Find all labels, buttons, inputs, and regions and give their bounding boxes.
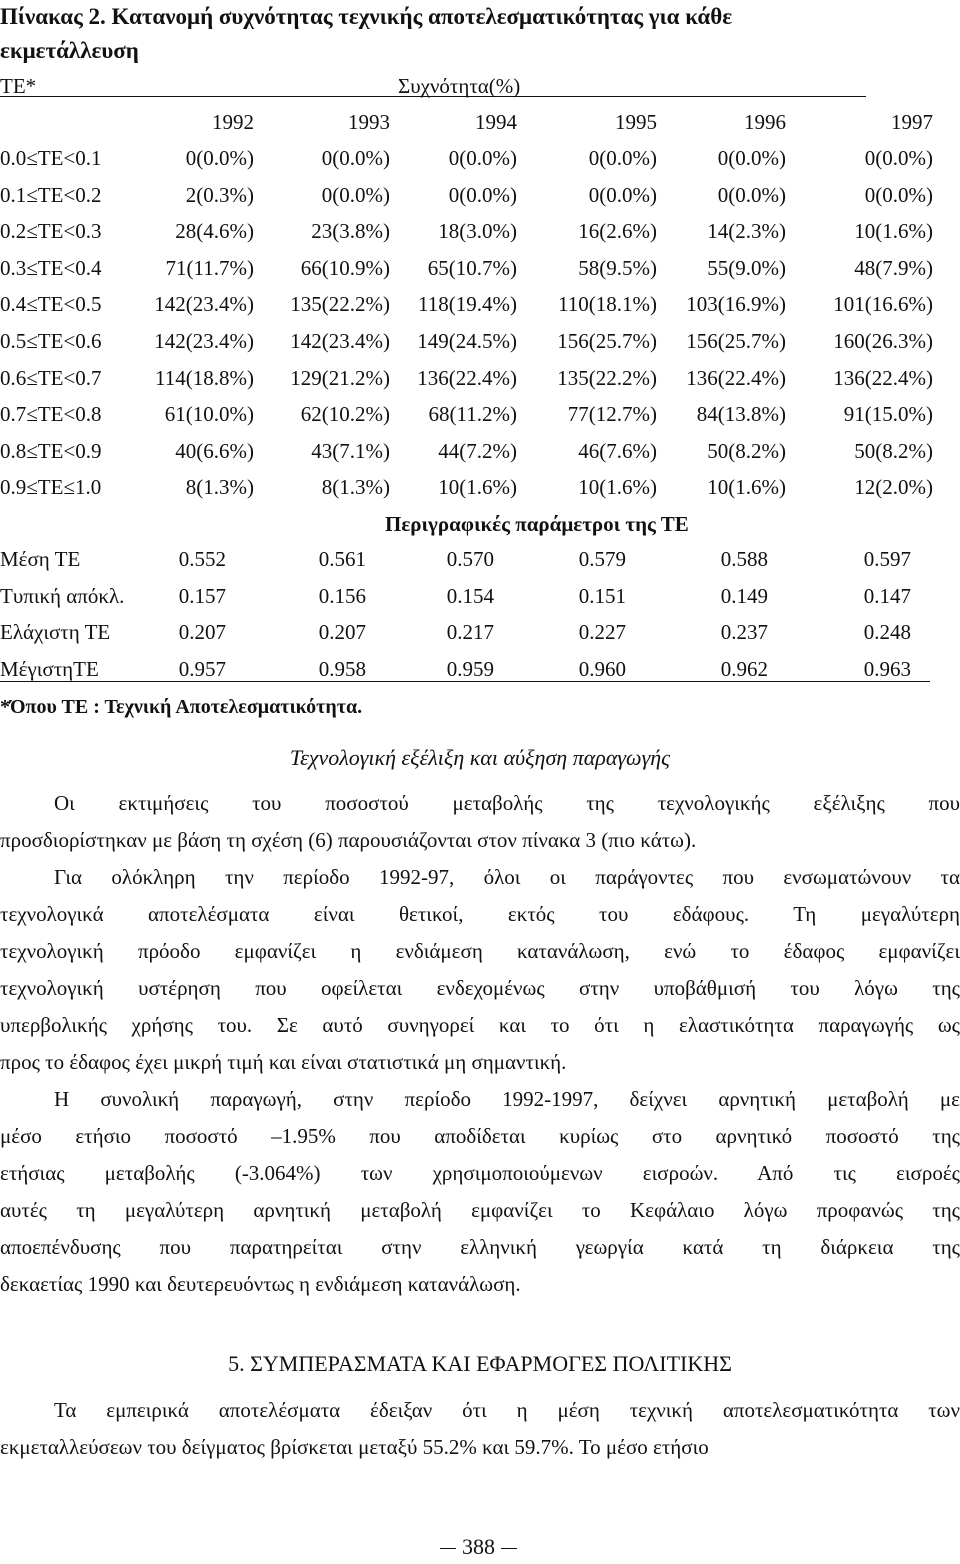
table-cell: 50(8.2%) [707,438,786,463]
year-header: 1994 [475,110,517,134]
row-label: 0.2≤ΤΕ<0.3 [0,219,102,244]
table-cell: 0(0.0%) [717,146,786,170]
stat-cell: 0.156 [318,583,366,608]
stat-cell: 0.149 [720,583,768,608]
row-label: 0.3≤ΤΕ<0.4 [0,255,102,280]
table-cell: 71(11.7%) [165,255,254,280]
table-cell: 149(24.5%) [417,329,517,353]
stat-cell: 0.227 [578,620,626,644]
table-cell: 156(25.7%) [557,329,657,353]
table-cell: 8(1.3%) [321,475,390,500]
row-label: 0.9≤ΤΕ≤1.0 [0,475,102,500]
paragraph-line: δεκαετίας 1990 και δευτερευόντως η ενδιάμεση κατανάλωση. [0,1272,521,1296]
table-cell: 46(7.6%) [578,438,657,463]
table-caption-line-1: Πίνακας 2. Κατανομή συχνότητας τεχνικής αποτελεσματικότητας για κάθε [0,4,733,29]
table-cell: 16(2.6%) [578,219,657,244]
table-cell: 0(0.0%) [321,146,390,170]
stat-cell: 0.157 [178,583,226,608]
stat-label: Μέση ΤΕ [0,547,81,571]
table-cell: 0(0.0%) [864,182,933,207]
table-cell: 0(0.0%) [588,146,657,170]
table-cell: 136(22.4%) [417,365,517,390]
table-cell: 136(22.4%) [686,365,786,390]
table-cell: 129(21.2%) [290,365,390,390]
table-cell: 43(7.1%) [311,438,390,463]
row-label: 0.6≤ΤΕ<0.7 [0,365,102,390]
table-cell: 8(1.3%) [185,475,254,500]
paragraph-line: Για ολόκληρη την περίοδο 1992-97, όλοι οι παράγοντες που ενσωματώνουν τα [54,865,960,889]
table-cell: 68(11.2%) [428,402,517,427]
year-header: 1997 [891,110,933,134]
stat-cell: 0.552 [178,547,226,571]
table-bottom-rule [0,681,930,682]
stat-cell: 0.957 [178,656,226,681]
year-header: 1993 [348,110,390,134]
paragraph-line: Η συνολική παραγωγή, στην περίοδο 1992-1997, δείχνει αρνητική μεταβολή με [54,1087,960,1111]
table-cell: 2(0.3%) [185,182,254,207]
table-caption-line-2: εκμετάλλευση [0,38,139,63]
paragraph-line: τεχνολογικά αποτελέσματα είναι θετικοί, εκτός του εδάφους. Τη μεγαλύτερη [0,902,960,926]
table-cell: 62(10.2%) [300,402,390,427]
table-cell: 50(8.2%) [854,438,933,463]
table-cell: 156(25.7%) [686,329,786,353]
stat-cell: 0.207 [318,620,366,644]
table-cell: 14(2.3%) [707,219,786,244]
table-cell: 44(7.2%) [438,438,517,463]
table-cell: 65(10.7%) [427,255,517,280]
table-cell: 110(18.1%) [558,292,657,317]
table-cell: 18(3.0%) [438,219,517,244]
table-cell: 101(16.6%) [833,292,933,317]
table-cell: 160(26.3%) [833,329,933,353]
table-cell: 135(22.2%) [290,292,390,317]
stat-cell: 0.561 [318,547,366,571]
table-cell: 10(1.6%) [854,219,933,244]
table-cell: 114(18.8%) [155,365,254,390]
year-header: 1996 [744,110,786,134]
table-cell: 10(1.6%) [438,475,517,500]
stat-cell: 0.207 [178,620,226,644]
table-cell: 12(2.0%) [854,475,933,500]
page-number-text: 388 [462,1534,495,1559]
table-cell: 40(6.6%) [175,438,254,463]
table-footnote: *Όπου ΤΕ : Τεχνική Αποτελεσματικότητα. [0,696,363,718]
table-cell: 0(0.0%) [588,182,657,207]
stat-cell: 0.579 [578,547,626,571]
stat-cell: 0.959 [446,656,494,681]
descriptive-heading: Περιγραφικές παράμετροι της ΤΕ [385,512,689,536]
te-column-label: ΤΕ* [0,74,37,98]
table-cell: 0(0.0%) [185,146,254,170]
stat-cell: 0.962 [720,656,768,681]
page-dash-left [440,1548,456,1549]
paragraph-line: αυτές τη μεγαλύτερη αρνητική μεταβολή εμφανίζει το Κεφάλαιο λόγω προφανώς της [0,1198,960,1222]
table-cell: 103(16.9%) [686,292,786,317]
row-label: 0.1≤ΤΕ<0.2 [0,182,102,207]
table-cell: 66(10.9%) [300,255,390,280]
stat-cell: 0.963 [863,656,911,681]
table-cell: 55(9.0%) [707,255,786,280]
paragraph-line: τεχνολογική πρόοδο εμφανίζει η ενδιάμεση κατανάλωση, ενώ το έδαφος εμφανίζει [0,939,960,963]
stat-cell: 0.960 [578,656,626,681]
stat-cell: 0.597 [863,547,911,571]
table-cell: 58(9.5%) [578,255,657,280]
paragraph-line: ετήσιας μεταβολής (-3.064%) των χρησιμοποιούμενων εισροών. Από τις εισροές [0,1161,960,1185]
table-cell: 136(22.4%) [833,365,933,390]
stat-label: ΜέγιστηΤΕ [0,656,99,681]
stat-cell: 0.237 [720,620,768,644]
paragraph-line: προσδιορίστηκαν με βάση τη σχέση (6) παρουσιάζονται στον πίνακα 3 (πιο κάτω). [0,828,697,852]
table-cell: 142(23.4%) [290,329,390,353]
table-cell: 23(3.8%) [311,219,390,244]
frequency-label: Συχνότητα(%) [398,74,521,98]
row-label: 0.7≤ΤΕ<0.8 [0,402,102,427]
paragraph-line: εκμεταλλεύσεων του δείγματος βρίσκεται μεταξύ 55.2% και 59.7%. Το μέσο ετήσιο [0,1435,709,1459]
row-label: 0.0≤ΤΕ<0.1 [0,146,102,170]
paragraph-line: προς το έδαφος έχει μικρή τιμή και είναι στατιστικά μη σημαντική. [0,1050,567,1074]
table-cell: 0(0.0%) [864,146,933,170]
table-cell: 0(0.0%) [717,182,786,207]
table-cell: 84(13.8%) [696,402,786,427]
row-label: 0.4≤ΤΕ<0.5 [0,292,102,317]
section-heading-technology: Τεχνολογική εξέλιξη και αύξηση παραγωγής [289,745,671,770]
table-cell: 91(15.0%) [843,402,933,427]
stat-cell: 0.154 [446,583,494,608]
stat-cell: 0.151 [578,583,626,608]
table-cell: 28(4.6%) [175,219,254,244]
row-label: 0.5≤ΤΕ<0.6 [0,329,102,353]
paragraph-line: Οι εκτιμήσεις του ποσοστού μεταβολής της τεχνολογικής εξέλιξης που [54,791,960,815]
year-header: 1995 [615,110,657,134]
paragraph-line: τεχνολογική υστέρηση που οφείλεται ενδεχομένως στην υποβάθμισή του λόγω της [0,976,960,1000]
table-cell: 48(7.9%) [854,255,933,280]
page-dash-right [501,1548,517,1549]
row-label: 0.8≤ΤΕ<0.9 [0,438,102,463]
section-heading-conclusions: 5. ΣΥΜΠΕΡΑΣΜΑΤΑ ΚΑΙ ΕΦΑΡΜΟΓΕΣ ΠΟΛΙΤΙΚΗΣ [228,1351,732,1376]
paragraph-line: υπερβολικής χρήσης του. Σε αυτό συνηγορεί και το ότι η ελαστικότητα παραγωγής ως [0,1013,960,1037]
table-cell: 61(10.0%) [164,402,254,427]
table-cell: 118(19.4%) [418,292,517,317]
table-cell: 10(1.6%) [707,475,786,500]
paragraph-line: Τα εμπειρικά αποτελέσματα έδειξαν ότι η μέση τεχνική αποτελεσματικότητα των [54,1398,960,1422]
stat-label: Ελάχιστη ΤΕ [0,620,111,644]
table-cell: 142(23.4%) [154,329,254,353]
table-cell: 135(22.2%) [557,365,657,390]
table-cell: 77(12.7%) [567,402,657,427]
paragraph-line: μέσο ετήσιο ποσοστό –1.95% που αποδίδεται κυρίως στο αρνητικό ποσοστό της [0,1124,960,1148]
paragraph-line: αποεπένδυσης που παρατηρείται στην ελληνική γεωργία κατά τη διάρκεια της [0,1235,960,1259]
stat-cell: 0.248 [863,620,911,644]
table-cell: 0(0.0%) [448,182,517,207]
stat-label: Τυπική απόκλ. [0,583,125,608]
stat-cell: 0.588 [720,547,768,571]
year-header: 1992 [212,110,254,134]
stat-cell: 0.958 [318,656,366,681]
page-number [440,1530,517,1564]
table-cell: 0(0.0%) [321,182,390,207]
table-cell: 0(0.0%) [448,146,517,170]
table-cell: 10(1.6%) [578,475,657,500]
stat-cell: 0.147 [863,583,911,608]
stat-cell: 0.570 [446,547,494,571]
table-cell: 142(23.4%) [154,292,254,317]
stat-cell: 0.217 [446,620,494,644]
